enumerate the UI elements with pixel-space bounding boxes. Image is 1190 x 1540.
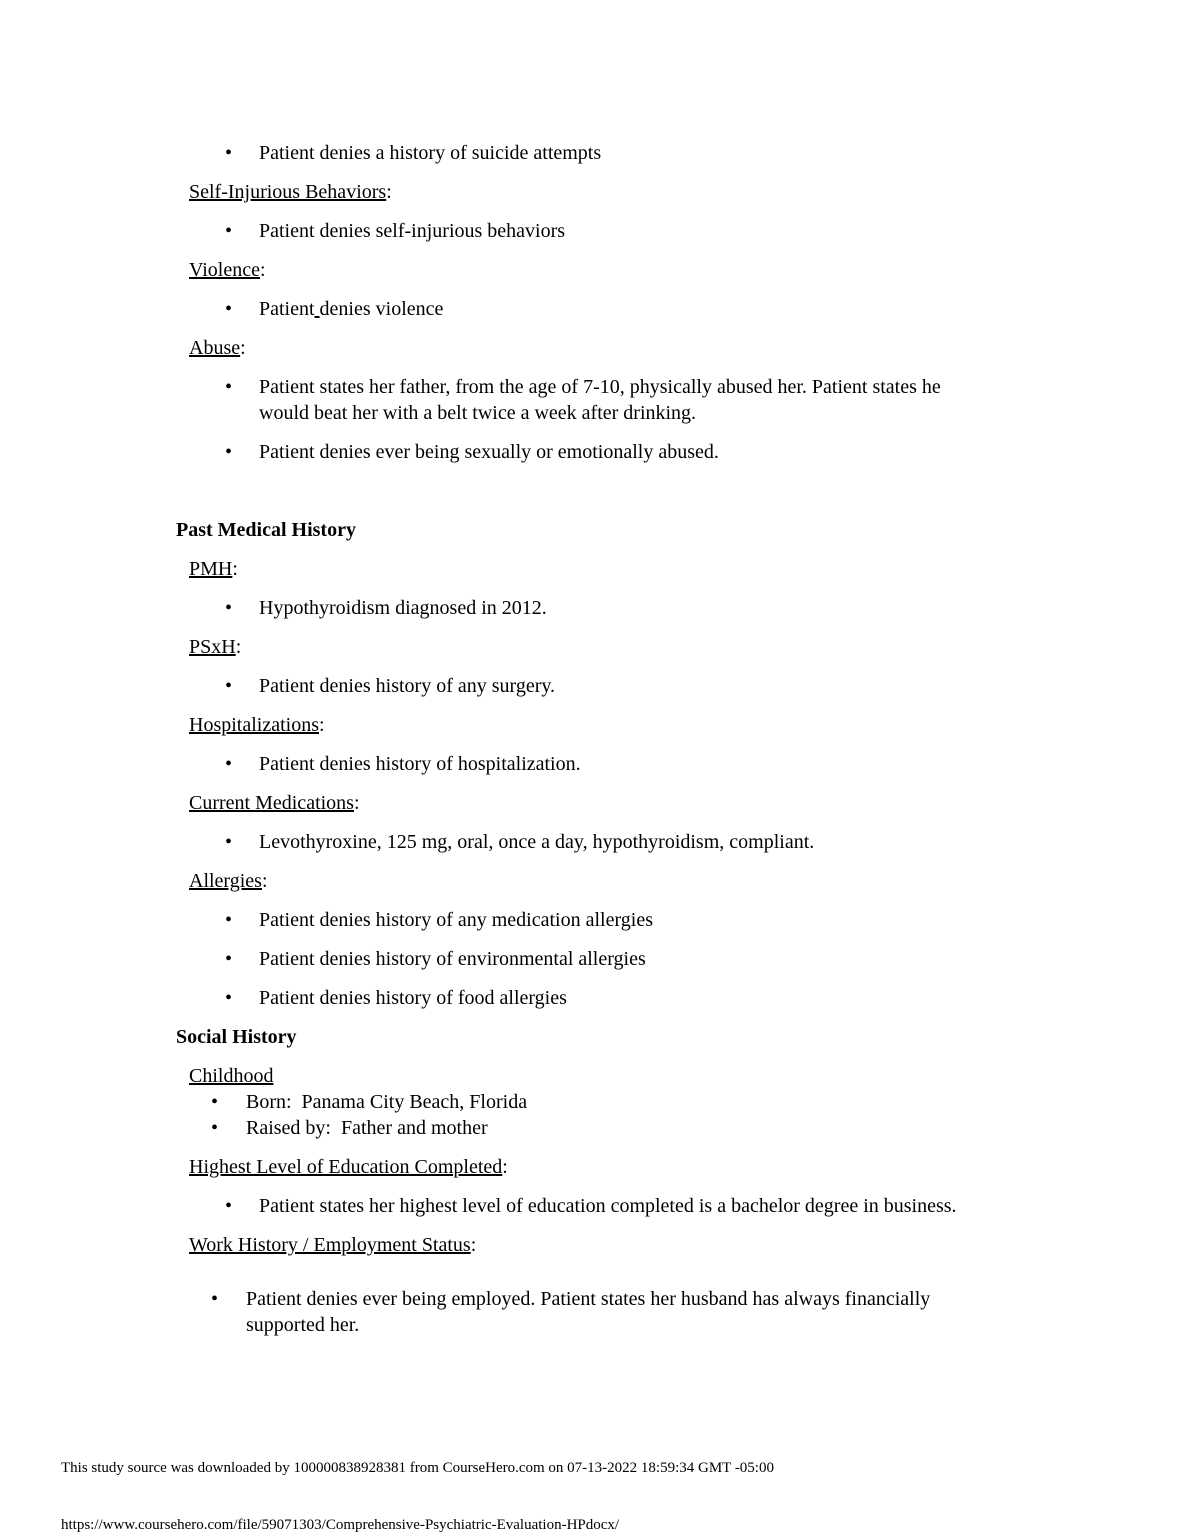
list-item [0,829,1190,855]
heading-colon: : [260,259,266,281]
heading-current-medications [0,790,1190,816]
bullet-icon: • [225,831,233,853]
list-item [0,673,1190,699]
download-notice: This study source was downloaded by 100000838928381 from CourseHero.com on 07-13-2022 18:59:34 GMT -05:00 [61,1460,774,1476]
list-item [0,907,1190,933]
heading-label: Violence [189,259,260,281]
bullet-icon: • [225,909,233,931]
bullet-text: Patient denies history of any surgery. [259,675,556,697]
bullet-icon: • [225,298,233,320]
list-item [0,140,1190,166]
bullet-icon: • [225,220,233,242]
bullet-icon: • [225,142,233,164]
heading-colon: : [470,1234,477,1256]
bullet-icon: • [225,597,233,619]
blank-gap [0,1271,1190,1286]
bullet-text: Raised by: Father and mother [246,1117,488,1139]
list-item [0,439,1190,465]
list-item [0,985,1190,1011]
list-item [0,218,1190,244]
bullet-icon: • [225,675,233,697]
bullet-text: Born: Panama City Beach, Florida [246,1091,528,1113]
heading-colon: : [353,792,360,814]
bullet-text: Patient denies ever being employed. Patient states her husband has always financially supported her. [246,1288,936,1336]
bullet-text: Levothyroxine, 125 mg, oral, once a day, hypothyroidism, compliant. [259,831,815,853]
heading-childhood [0,1063,1190,1089]
section-title-social-history: Social History [176,1026,297,1048]
heading-label: Work History / Employment Status [189,1234,471,1256]
heading-label: Abuse [189,337,241,359]
heading-abuse [0,335,1190,361]
bullet-icon: • [225,987,233,1009]
bullet-text [259,296,443,322]
bullet-text: Patient denies history of hospitalization. [259,753,581,775]
bullet-text: Patient denies history of food allergies [259,987,567,1009]
bullet-text: Patient denies history of environmental allergies [259,948,646,970]
heading-label: Childhood [189,1065,274,1087]
list-item [0,296,1190,322]
bullet-text: Patient denies a history of suicide attempts [259,142,602,164]
heading-self-injurious-behaviors [0,179,1190,205]
bullet-text: Patient denies ever being sexually or emotionally abused. [259,441,719,463]
source-url-link[interactable]: https://www.coursehero.com/file/59071303/Comprehensive-Psychiatric-Evaluation-HPdocx/ [61,1517,620,1533]
section-title-past-medical-history: Past Medical History [176,519,356,541]
bullet-text-part1: Patient [259,298,315,320]
heading-label: Hospitalizations [189,714,319,736]
list-item [0,751,1190,777]
heading-colon: : [318,714,325,736]
bullet-text: Patient states her highest level of education completed is a bachelor degree in business. [259,1195,957,1217]
bullet-icon: • [225,1195,233,1217]
heading-allergies [0,868,1190,894]
heading-label: Allergies [189,870,262,892]
list-item [0,1089,1190,1115]
heading-colon: : [240,337,246,359]
heading-colon: : [386,181,392,203]
bullet-icon: • [225,948,233,970]
bullet-icon: • [211,1091,219,1113]
heading-education [0,1154,1190,1180]
heading-label: Highest Level of Education Completed [189,1156,503,1178]
heading-label: PSxH [189,636,236,658]
heading-label: PMH [189,558,233,580]
bullet-icon: • [225,376,233,398]
heading-colon: : [261,870,268,892]
bullet-icon: • [211,1288,219,1310]
heading-psxh [0,634,1190,660]
bullet-text: Patient denies self-injurious behaviors [259,220,566,242]
heading-pmh [0,556,1190,582]
bullet-text: Hypothyroidism diagnosed in 2012. [259,597,547,619]
bullet-icon: • [225,441,233,463]
list-item [0,595,1190,621]
heading-label: Current Medications [189,792,354,814]
list-item [0,374,1190,426]
bullet-icon: • [225,753,233,775]
heading-colon: : [502,1156,508,1178]
bullet-icon: • [211,1117,219,1139]
bullet-text: Patient states her father, from the age of 7-10, physically abused her. Patient states he would beat her with a belt twice a week after drinking. [259,376,946,424]
bullet-text: Patient denies history of any medication allergies [259,909,653,931]
bullet-text-part2: denies violence [319,298,444,320]
heading-violence [0,257,1190,283]
heading-colon: : [232,558,238,580]
list-item [0,1286,1190,1338]
blank-paragraph [0,478,1190,517]
list-item [0,946,1190,972]
heading-hospitalizations [0,712,1190,738]
heading-label: Self-Injurious Behaviors [189,181,387,203]
heading-colon: : [235,636,242,658]
list-item [0,1115,1190,1141]
heading-work-history [0,1232,1190,1258]
list-item [0,1193,1190,1219]
